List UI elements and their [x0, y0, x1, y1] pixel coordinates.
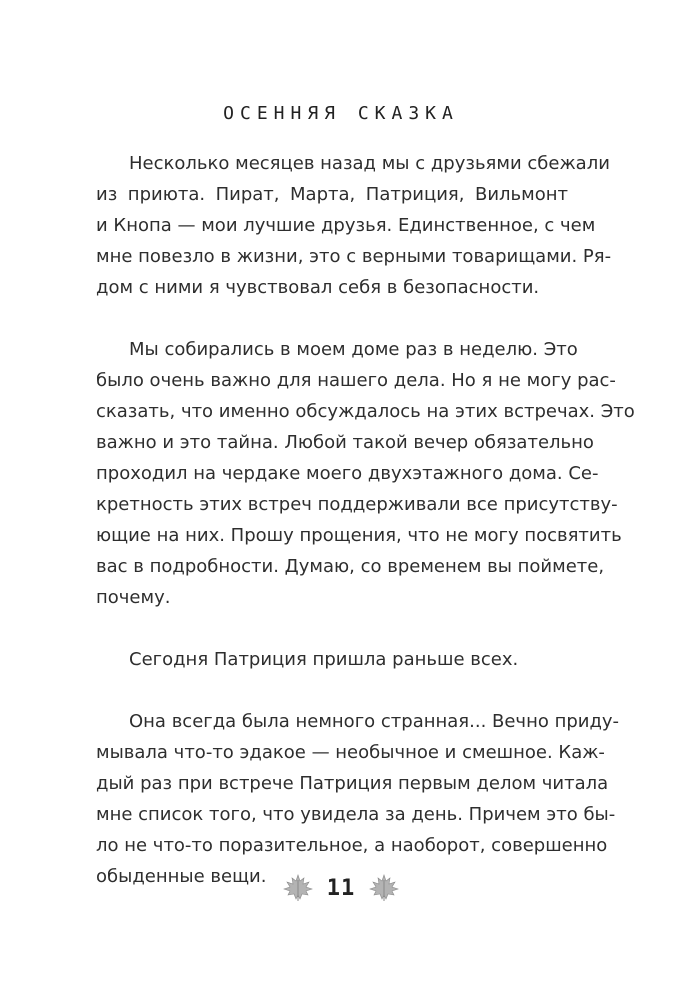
page-number: 11	[326, 875, 356, 901]
text-line: Мы собирались в моем доме раз в неделю. Это	[129, 339, 578, 360]
text-line: кретность этих встреч поддерживали все присутству-	[96, 494, 618, 515]
text-line: Сегодня Патриция пришла раньше всех.	[129, 649, 519, 670]
paragraph	[96, 334, 635, 613]
text-line: обыденные вещи.	[96, 866, 267, 887]
maple-leaf-icon	[283, 874, 313, 902]
text-line: мне повезло в жизни, это с верными товарищами. Ря-	[96, 246, 612, 267]
text-line: и Кнопа — мои лучшие друзья. Единственное, с чем	[96, 215, 596, 236]
text-line: вас в подробности. Думаю, со временем вы поймете,	[96, 556, 605, 577]
text-line: было очень важно для нашего дела. Но я не могу рас-	[96, 370, 616, 391]
text-line: дом с ними я чувствовал себя в безопасности.	[96, 277, 540, 298]
text-line: ло не что-то поразительное, а наоборот, совершенно	[96, 835, 608, 856]
paragraph	[96, 148, 612, 303]
maple-leaf-icon	[369, 874, 399, 902]
body-text	[96, 148, 635, 923]
text-line: проходил на чердаке моего двухэтажного дома. Се-	[96, 463, 599, 484]
text-line: Несколько месяцев назад мы с друзьями сбежали	[129, 153, 610, 174]
text-line: дый раз при встрече Патриция первым делом читала	[96, 773, 609, 794]
text-line: почему.	[96, 587, 171, 608]
text-line: сказать, что именно обсуждалось на этих встречах. Это	[96, 401, 635, 422]
page-footer	[0, 868, 682, 908]
chapter-title: ОСЕННЯЯ СКАЗКА	[223, 103, 459, 124]
paragraph	[96, 706, 620, 892]
text-line: из приюта. Пират, Марта, Патриция, Вильмонт	[96, 184, 568, 205]
text-line: важно и это тайна. Любой такой вечер обязательно	[96, 432, 594, 453]
text-line: мне список того, что увидела за день. Причем это бы-	[96, 804, 616, 825]
text-line: мывала что-то эдакое — необычное и смешное. Каж-	[96, 742, 605, 763]
text-line: Она всегда была немного странная... Вечно приду-	[129, 711, 620, 732]
paragraph	[96, 644, 568, 675]
text-line: ющие на них. Прошу прощения, что не могу посвятить	[96, 525, 622, 546]
